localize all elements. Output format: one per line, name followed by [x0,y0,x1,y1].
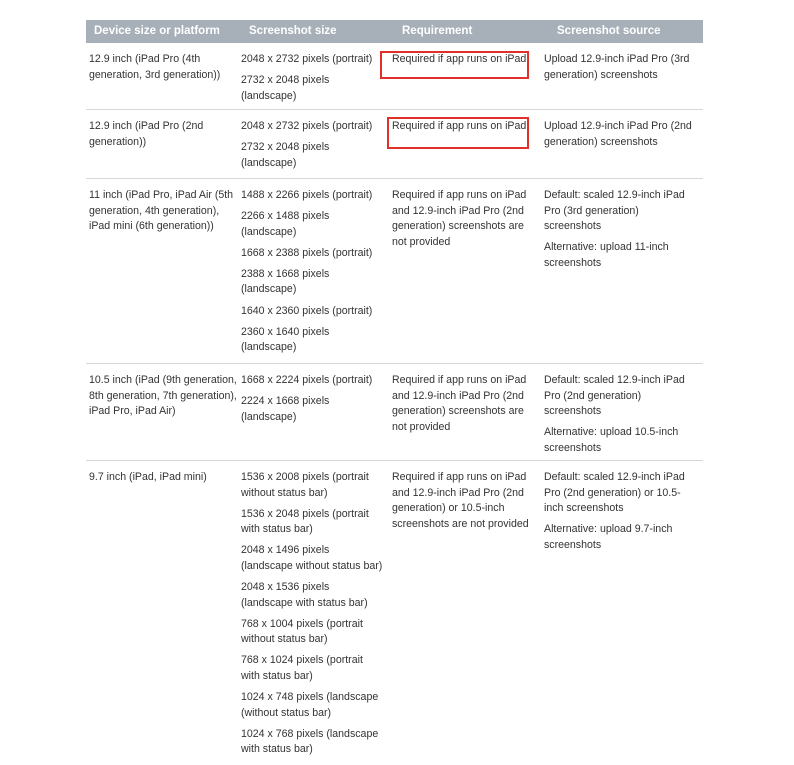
size-cell [241,119,384,177]
source-line: Default: scaled 12.9-inch iPad Pro (2nd generation) screenshots [544,374,685,418]
requirement-cell: Required if app runs on iPad [392,120,527,132]
size-line: 2388 x 1668 pixels (landscape) [241,267,330,296]
highlight-box [387,117,529,149]
device-cell: 11 inch (iPad Pro, iPad Air (5th generation, 4th generation), iPad mini (6th generation)) [89,189,234,233]
size-cell [241,470,384,764]
size-line: 1640 x 2360 pixels (portrait) [241,304,373,317]
size-line: 2266 x 1488 pixels (landscape) [241,210,330,238]
source-line: Alternative: upload 11-inch screenshots [544,241,669,269]
source-line: Default: scaled 12.9-inch iPad Pro (2nd generation) or 10.5-inch screenshots [544,471,685,515]
size-cell [241,373,384,431]
size-line: 1536 x 2048 pixels (portrait with status bar) [241,507,369,536]
source-line: Upload 12.9-inch iPad Pro (3rd generation) screenshots [544,53,690,81]
device-cell: 10.5 inch (iPad (9th generation, 8th generation, 7th generation), iPad Pro, iPad Air) [89,374,237,418]
requirement-cell: Required if app runs on iPad and 12.9-inch iPad Pro (2nd generation) screenshots are not provided [392,374,527,433]
size-line: 1668 x 2224 pixels (portrait) [241,374,373,386]
table-row [86,364,703,461]
requirement-cell: Required if app runs on iPad and 12.9-inch iPad Pro (2nd generation) or 10.5-inch screenshots are not provided [392,471,529,530]
source-cell [544,188,692,277]
source-line: Alternative: upload 10.5-inch screenshots [544,426,679,454]
source-line: Default: scaled 12.9-inch iPad Pro (3rd generation) screenshots [544,189,685,233]
table-row [86,110,703,179]
size-line: 2732 x 2048 pixels (landscape) [241,74,330,102]
size-line: 1536 x 2008 pixels (portrait without status bar) [241,471,369,499]
device-cell: 9.7 inch (iPad, iPad mini) [89,471,207,483]
size-line: 768 x 1024 pixels (portrait with status bar) [241,654,363,683]
highlight-box [380,51,529,79]
source-cell [544,373,692,462]
header-screenshot-source: Screenshot source [557,25,661,37]
size-line: 1024 x 748 pixels (landscape (without status bar) [241,691,379,719]
table-row [86,461,703,761]
size-line: 1668 x 2388 pixels (portrait) [241,246,373,259]
size-line: 2732 x 2048 pixels (landscape) [241,141,330,169]
table-row [86,179,703,364]
header-requirement: Requirement [402,25,473,37]
size-line: 2048 x 1496 pixels (landscape without status bar) [241,544,383,572]
device-cell: 12.9 inch (iPad Pro (2nd generation)) [89,120,204,148]
source-line: Upload 12.9-inch iPad Pro (2nd generation) screenshots [544,120,692,148]
size-cell [241,188,384,361]
header-device: Device size or platform [94,25,220,37]
size-line: 1488 x 2266 pixels (portrait) [241,189,373,201]
size-line: 2048 x 2732 pixels (portrait) [241,53,373,65]
size-line: 1024 x 768 pixels (landscape with status bar) [241,727,379,756]
size-line: 768 x 1004 pixels (portrait without status bar) [241,617,363,646]
screenshot-spec-table [86,20,703,761]
device-cell: 12.9 inch (iPad Pro (4th generation, 3rd generation)) [89,53,221,81]
source-line: Alternative: upload 9.7-inch screenshots [544,523,673,551]
requirement-cell: Required if app runs on iPad and 12.9-inch iPad Pro (2nd generation) screenshots are not provided [392,189,527,248]
source-cell [544,119,692,156]
size-cell [241,52,384,110]
size-line: 2048 x 2732 pixels (portrait) [241,120,373,132]
table-row [86,43,703,110]
size-line: 2360 x 1640 pixels (landscape) [241,325,330,354]
size-line: 2048 x 1536 pixels (landscape with status bar) [241,581,368,609]
source-cell [544,470,692,559]
header-screenshot-size: Screenshot size [249,25,337,37]
source-cell [544,52,692,89]
size-line: 2224 x 1668 pixels (landscape) [241,395,330,423]
table-header [86,20,703,43]
requirement-cell: Required if app runs on iPad [392,53,527,65]
